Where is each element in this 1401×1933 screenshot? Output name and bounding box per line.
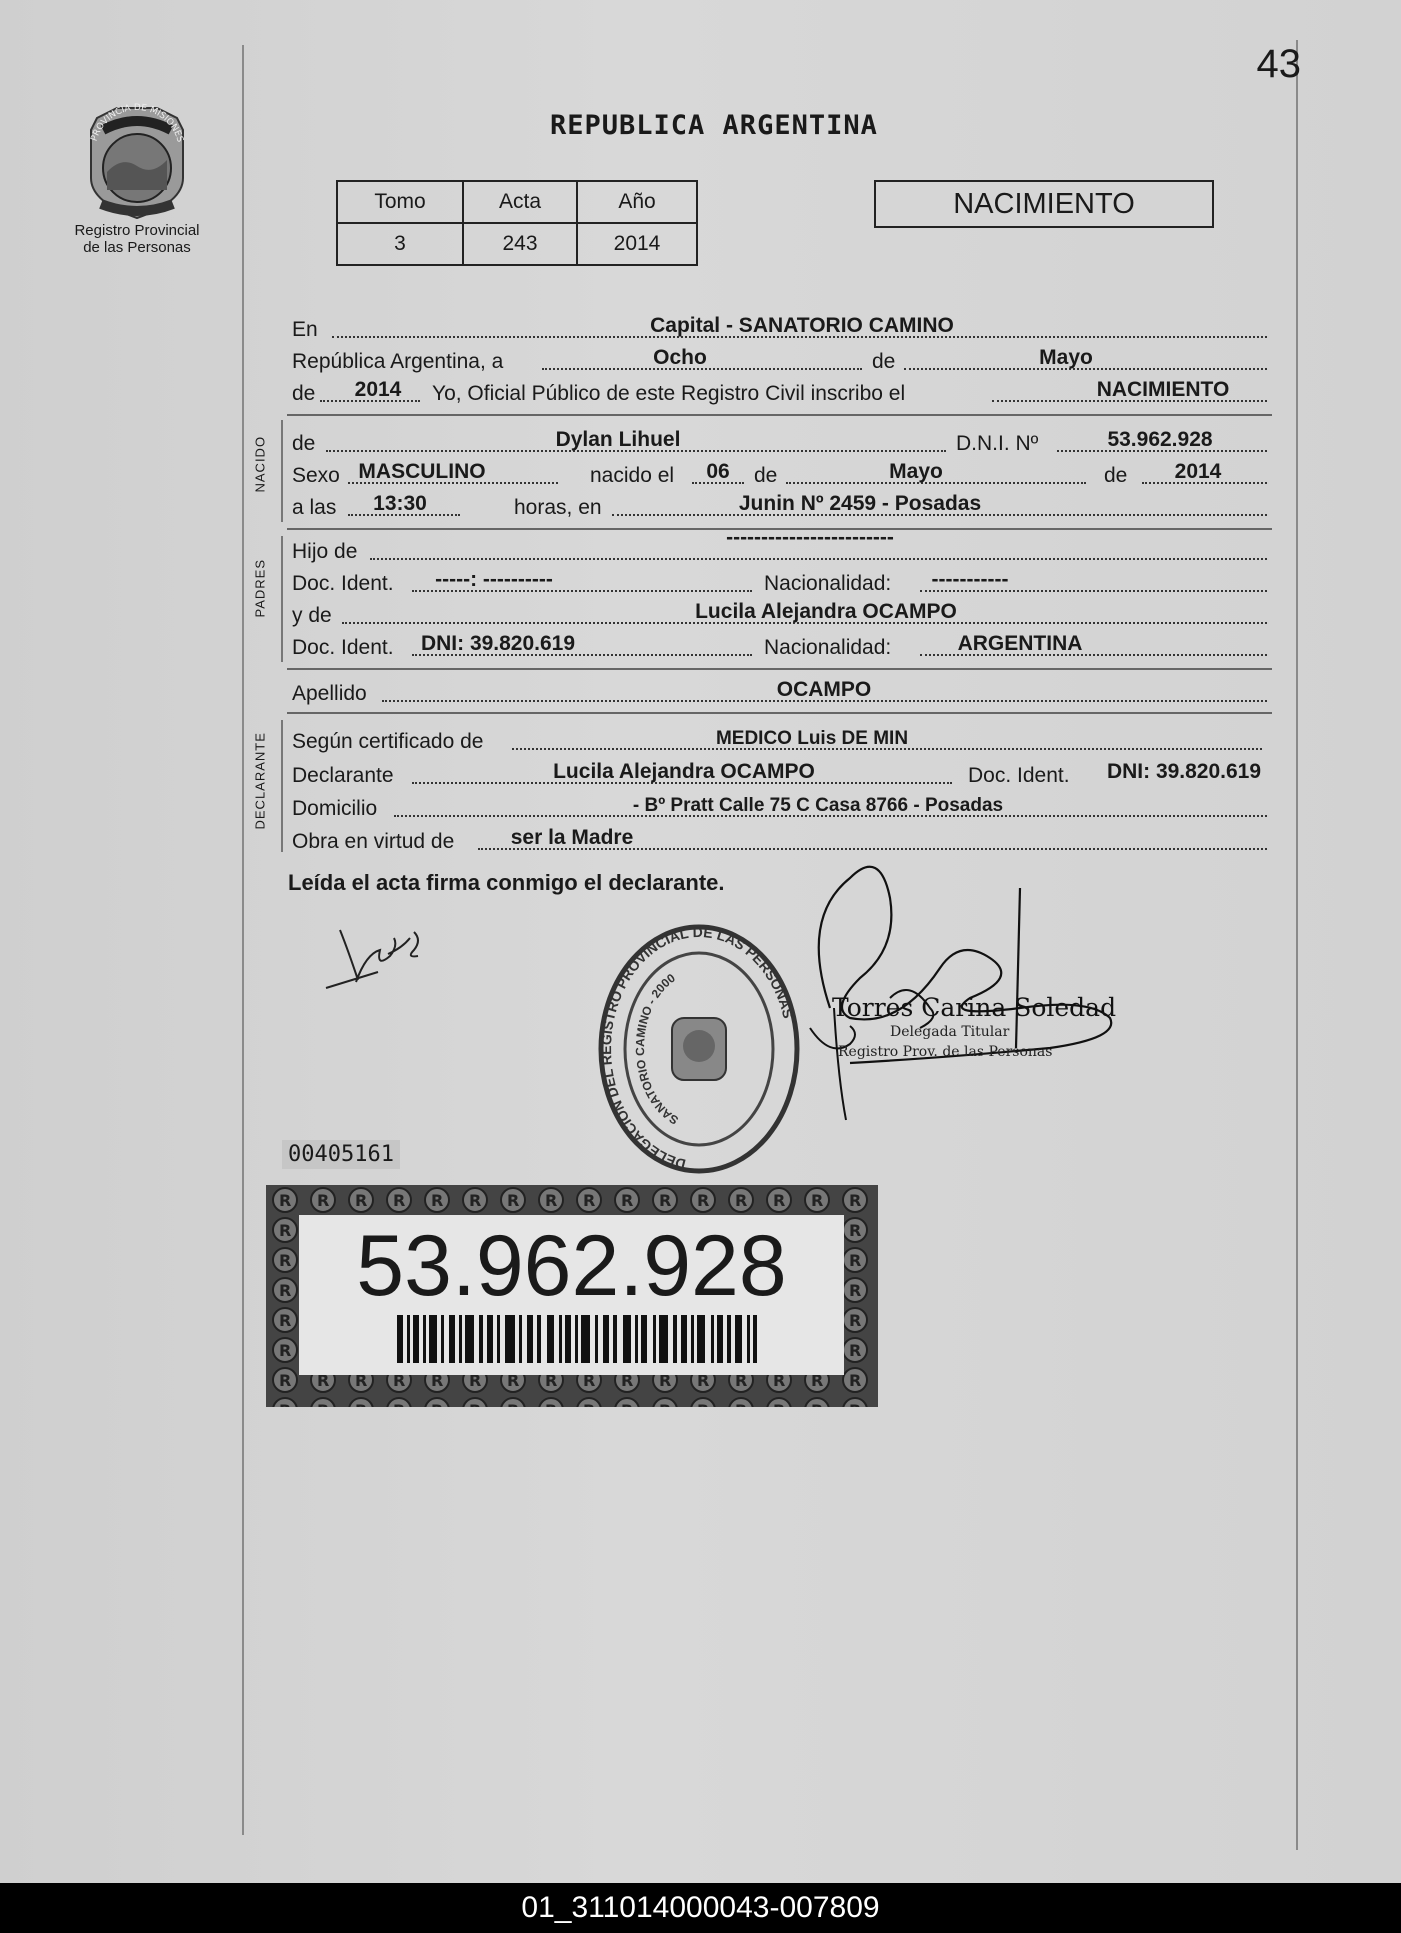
dia-value: Ocho — [653, 346, 707, 369]
dni-label: D.N.I. Nº — [956, 432, 1039, 455]
nac1-value: ----------- — [931, 568, 1009, 591]
nac-mes-value: Mayo — [889, 460, 943, 483]
dni-value: 53.962.928 — [1107, 428, 1213, 451]
official-name: Torres Carina Soledad — [832, 993, 1117, 1022]
y-de-label: y de — [292, 604, 332, 627]
apellido-value: OCAMPO — [776, 678, 872, 701]
hora-value: 13:30 — [373, 492, 427, 515]
padres-bracket — [281, 536, 283, 662]
logo-line-2: de las Personas — [83, 239, 191, 256]
sticker-dni-number: 53.962.928 — [356, 1218, 787, 1314]
doc1-label: Doc. Ident. — [292, 572, 394, 595]
acta-header: Acta — [463, 181, 577, 223]
apellido-label: Apellido — [292, 682, 367, 705]
page-number: 43 — [1256, 42, 1301, 86]
right-margin-line — [1296, 40, 1298, 1850]
domicilio-value: - Bº Pratt Calle 75 C Casa 8766 - Posadas — [632, 795, 1004, 816]
footer-file-id: 01_311014000043-007809 — [0, 1883, 1401, 1933]
nac2-value: ARGENTINA — [957, 632, 1083, 655]
declarante-bracket — [281, 720, 283, 852]
registry-table — [336, 180, 698, 266]
field-row-certificado — [292, 726, 1270, 756]
doc2-value: DNI: 39.820.619 — [420, 632, 576, 655]
field-row-hijo — [292, 526, 1270, 566]
tomo-header: Tomo — [337, 181, 463, 223]
seal-text: PROVINCIA DE MISIONES — [89, 102, 185, 144]
act-type-box: NACIMIENTO — [874, 180, 1214, 228]
certificado-label: Según certificado de — [292, 730, 484, 753]
nacido-el-label: nacido el — [590, 464, 675, 487]
decl-doc-value: DNI: 39.820.619 — [1106, 760, 1262, 783]
inscribo-label: Yo, Oficial Público de este Registro Civil inscribo el — [432, 382, 906, 405]
hijo-value: ------------------------ — [726, 526, 894, 549]
decl-doc-label: Doc. Ident. — [968, 764, 1070, 787]
inscribo-value: NACIMIENTO — [1096, 378, 1230, 401]
field-row-obra — [292, 826, 1270, 856]
doc2-label: Doc. Ident. — [292, 636, 394, 659]
anio-value: 2014 — [577, 223, 697, 265]
declarant-signature — [318, 910, 428, 1000]
section-separator — [287, 712, 1272, 714]
official-office: Registro Prov. de las Personas — [838, 1044, 1053, 1060]
province-seal-icon — [77, 100, 197, 222]
nombre-label: de — [292, 432, 316, 455]
domicilio-label: Domicilio — [292, 797, 378, 820]
registry-stamp — [594, 918, 804, 1180]
obra-value: ser la Madre — [510, 826, 634, 849]
sexo-label: Sexo — [292, 464, 340, 487]
registry-logo — [62, 100, 212, 256]
field-row-apellido — [292, 678, 1270, 708]
nacido-label: NACIDO — [252, 435, 268, 493]
mes-value: Mayo — [1039, 346, 1093, 369]
sexo-value: MASCULINO — [358, 460, 486, 483]
document-title: REPUBLICA ARGENTINA — [550, 110, 878, 141]
field-row-hora — [292, 492, 1270, 522]
stamp-inner-text: SANATORIO CAMINO - 2000 — [632, 970, 681, 1128]
horas-en-label: horas, en — [514, 496, 602, 519]
obra-label: Obra en virtud de — [292, 830, 455, 853]
declarante-value: Lucila Alejandra OCAMPO — [553, 760, 815, 783]
nac1-label: Nacionalidad: — [764, 572, 892, 595]
madre-value: Lucila Alejandra OCAMPO — [695, 600, 957, 623]
field-row-fecha — [292, 346, 1270, 376]
padres-label: PADRES — [252, 559, 268, 618]
lugar-value: Junin Nº 2459 - Posadas — [738, 492, 982, 515]
nac-anio-value: 2014 — [1174, 460, 1222, 483]
nacido-bracket — [281, 420, 283, 522]
de-label: de — [872, 350, 896, 373]
nac2-label: Nacionalidad: — [764, 636, 892, 659]
official-role: Delegada Titular — [890, 1024, 1010, 1040]
doc1-value: -----: ---------- — [435, 568, 553, 591]
field-row-nombre — [292, 428, 1270, 458]
section-separator — [287, 668, 1272, 670]
left-margin-line — [242, 45, 244, 1835]
anio-value-field: 2014 — [354, 378, 402, 401]
a-las-label: a las — [292, 496, 337, 519]
serial-number: 00405161 — [282, 1140, 400, 1169]
certificado-value: MEDICO Luis DE MIN — [715, 728, 909, 749]
sticker-label — [299, 1215, 844, 1375]
tomo-value: 3 — [337, 223, 463, 265]
declarante-field-label: Declarante — [292, 764, 394, 787]
field-row-sexo — [292, 460, 1270, 490]
field-row-doc1 — [292, 568, 1270, 598]
declarante-label: DECLARANTE — [252, 732, 268, 830]
anio-header: Año — [577, 181, 697, 223]
field-row-doc2 — [292, 632, 1270, 662]
section-separator — [287, 414, 1272, 416]
official-signature — [790, 858, 1120, 1128]
nombre-value: Dylan Lihuel — [555, 428, 681, 451]
field-row-declarante — [292, 760, 1270, 790]
closing-statement: Leída el acta firma conmigo el declarante. — [288, 870, 725, 895]
hijo-label: Hijo de — [292, 540, 358, 563]
barcode — [397, 1315, 757, 1363]
field-row-madre — [292, 600, 1270, 630]
field-row-en — [292, 314, 1270, 344]
acta-value: 243 — [463, 223, 577, 265]
anio-label: de — [292, 382, 316, 405]
nac-de2-label: de — [1104, 464, 1128, 487]
logo-line-1: Registro Provincial — [74, 222, 200, 239]
stamp-outer-text: DELEGACION DEL REGISTRO PROVINCIAL DE LAS PERSONAS — [598, 923, 797, 1173]
field-row-inscribo — [292, 378, 1270, 408]
field-row-domicilio — [292, 793, 1270, 823]
en-value: Capital - SANATORIO CAMINO — [650, 314, 954, 337]
republica-label: República Argentina, a — [292, 350, 504, 373]
dni-sticker — [266, 1185, 878, 1407]
nac-de-label: de — [754, 464, 778, 487]
en-label: En — [292, 318, 318, 341]
nac-dia-value: 06 — [706, 460, 730, 483]
